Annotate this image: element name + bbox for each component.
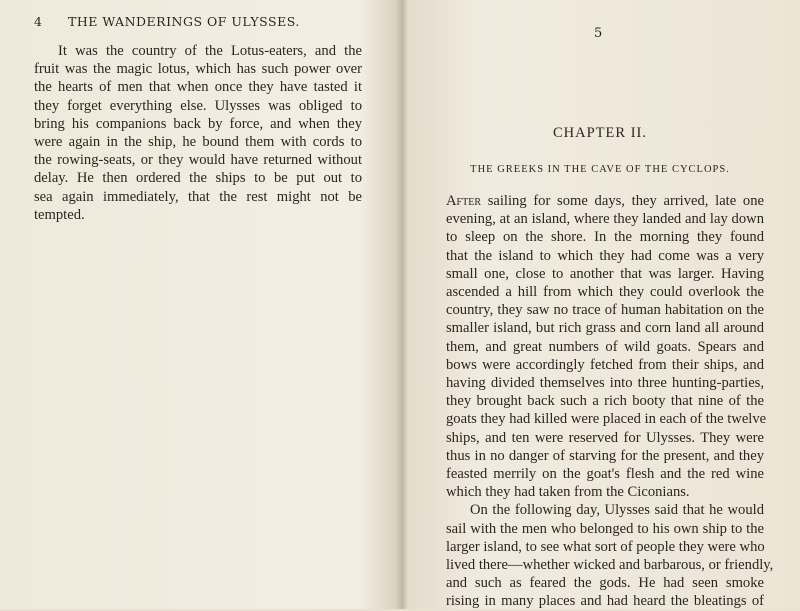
drop-word: After <box>446 193 481 209</box>
text-line: were again in the ship, he bound them with cords to <box>34 134 362 151</box>
text-line: and such as feared the gods. He had seen smoke <box>446 575 764 592</box>
chapter-subtitle: THE GREEKS IN THE CAVE OF THE CYCLOPS. <box>470 164 730 175</box>
running-head: THE WANDERINGS OF ULYSSES. <box>68 14 300 29</box>
text-line: having divided themselves into three hunting-parties, <box>446 375 764 392</box>
text-line: fruit was the magic lotus, which has such power over <box>34 61 362 78</box>
text-line: bring his companions back by force, and when they <box>34 115 362 132</box>
text-line: bows were accordingly fetched from their ships, and <box>446 356 764 373</box>
text-line: country, they saw no trace of human habitation on the <box>446 302 764 319</box>
text-line: larger island, to see what sort of people they were who <box>446 538 765 555</box>
text-line: ships, and ten were reserved for Ulysses. They were <box>446 429 764 446</box>
page-number: 4 <box>34 14 43 29</box>
text-line: delay. He then ordered the ships to be put out to <box>34 170 362 187</box>
text-line: them, and great numbers of wild goats. Spears and <box>446 338 764 355</box>
body-text <box>34 42 362 224</box>
text-line: small one, close to another that was larger. Having <box>446 265 764 282</box>
text-line: that the island to which they had come was a very <box>446 247 764 264</box>
text-line: they brought back such a rich booty that nine of the <box>446 393 764 410</box>
text-line: goats they had killed were placed in each of the twelve <box>446 411 767 428</box>
text-line: smaller island, but rich grass and corn land all around <box>446 320 764 337</box>
text-line: sea again immediately, that the rest might not be <box>34 188 362 205</box>
left-page <box>0 0 400 609</box>
text-line: rising in many places and had heard the bleatings of <box>446 593 764 610</box>
text-line: the hearts of men that when once they have tasted it <box>34 79 362 96</box>
text-line: thus in no danger of starving for the present, and they <box>446 447 764 464</box>
page-number: 5 <box>594 26 603 41</box>
text-line-rest: sailing for some days, they arrived, late one <box>481 193 764 209</box>
text-line: the rowing-seats, or they would have returned without <box>34 152 362 169</box>
right-page <box>400 0 800 609</box>
text-line: to sleep on the shore. In the morning they found <box>446 229 764 246</box>
text-line: evening, at an island, where they landed and lay down <box>446 211 764 228</box>
text-line: It was the country of the Lotus-eaters, and the <box>58 43 362 59</box>
chapter-title: CHAPTER II. <box>553 125 647 141</box>
text-line: feasted merrily on the goat's flesh and the red wine <box>446 466 764 483</box>
text-line: tempted. <box>34 206 85 223</box>
text-line: they forget everything else. Ulysses was obliged to <box>34 97 362 114</box>
text-line: On the following day, Ulysses said that he would <box>470 502 764 519</box>
text-line <box>446 192 764 210</box>
body-text <box>446 192 774 611</box>
text-line: which they had taken from the Ciconians. <box>446 484 690 501</box>
text-line: lived there—whether wicked and barbarous, or friendly, <box>446 557 774 574</box>
text-line: ascended a hill from which they could overlook the <box>446 284 764 301</box>
text-line: sail with the men who belonged to his own ship to the <box>446 520 764 537</box>
